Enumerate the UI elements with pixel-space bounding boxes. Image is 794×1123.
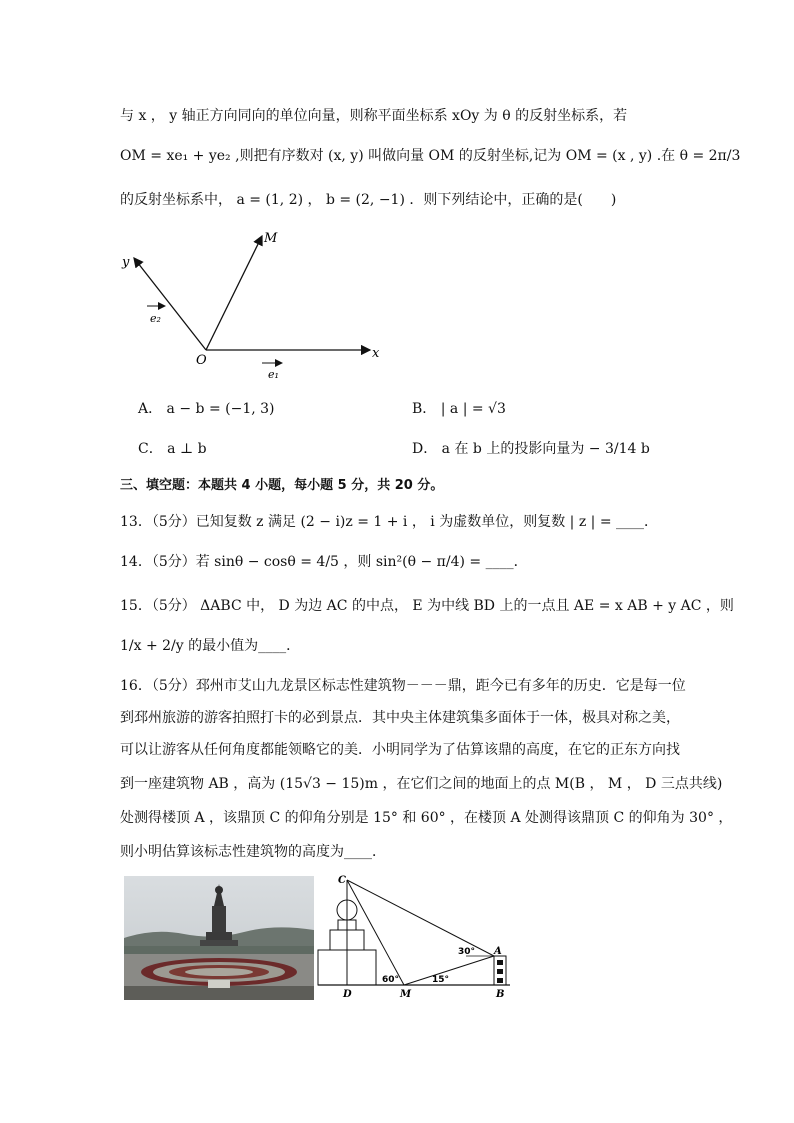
option-d: D． a 在 b 上的投影向量为 − 3/14 b [412,441,650,457]
intro-line-2: OM = xe₁ + ye₂ ,则把有序数对 (x, y) 叫做向量 OM 的反射坐标,记为 OM = (x , y) .在 θ = 2π/3 [120,148,741,164]
label-b: B [496,989,505,1000]
label-m: M [264,231,278,246]
label-x: x [372,346,380,361]
question-13: 13．（5分）已知复数 z 满足 (2 − i)z = 1 + i ， i 为虚数单位，则复数 | z | = ____． [120,514,659,530]
question-16-line-1: 16．（5分）邳州市艾山九龙景区标志性建筑物－－－鼎，距今已有多年的历史．它是每一位 [120,678,686,694]
label-y: y [122,255,130,270]
question-16-line-3: 可以让游客从任何角度都能领略它的美．小明同学为了估算该鼎的高度，在它的正东方向找 [120,742,680,758]
label-e2: e₂ [150,312,161,325]
intro-line-3: 的反射坐标系中， a = (1, 2) ， b = (2, −1) ．则下列结论中，正确的是( ) [120,192,617,208]
y-axis [134,258,206,350]
option-c: C． a ⊥ b [138,441,207,457]
label-e1: e₁ [268,368,279,381]
intro-line-1: 与 x ， y 轴正方向同向的单位向量，则称平面坐标系 xOy 为 θ 的反射坐标系，若 [120,108,628,124]
question-16-line-5: 处测得楼顶 A ，该鼎顶 C 的仰角分别是 15° 和 60° ，在楼顶 A 处测得该鼎顶 C 的仰角为 30° ， [120,810,733,826]
question-16-line-6: 则小明估算该标志性建筑物的高度为____． [120,844,386,860]
angle-15: 15° [432,975,450,985]
option-a: A． a − b = (−1, 3) [138,401,275,417]
label-m2: M [400,989,412,1000]
option-b: B． | a | = √3 [412,401,506,417]
coordinate-figure [118,228,388,383]
angle-30: 30° [458,947,476,957]
question-16-line-2: 到邳州旅游的游客拍照打卡的必到景点．其中央主体建筑集多面体于一体，极具对称之美， [120,710,680,726]
label-a: A [494,946,502,957]
label-c: C [338,875,346,886]
section-title: 三、填空题：本题共 4 小题，每小题 5 分，共 20 分。 [120,478,444,493]
angle-60: 60° [382,975,400,985]
geometry-figure [316,874,512,1002]
vector-om [206,236,262,350]
question-15-line-1: 15．（5分） ΔABC 中， D 为边 AC 的中点， E 为中线 BD 上的一点且 AE = x AB + y AC ，则 [120,598,734,614]
question-14: 14．（5分）若 sinθ − cosθ = 4/5 ，则 sin²(θ − π/4) = ____． [120,554,528,570]
monument-photo [124,876,314,1000]
label-d: D [343,989,352,1000]
question-16-line-4: 到一座建筑物 AB ，高为 (15√3 − 15)m ，在它们之间的地面上的点 M(B ， M ， D 三点共线) [120,776,723,792]
label-o: O [196,353,207,368]
question-15-line-2: 1/x + 2/y 的最小值为____． [120,638,301,654]
